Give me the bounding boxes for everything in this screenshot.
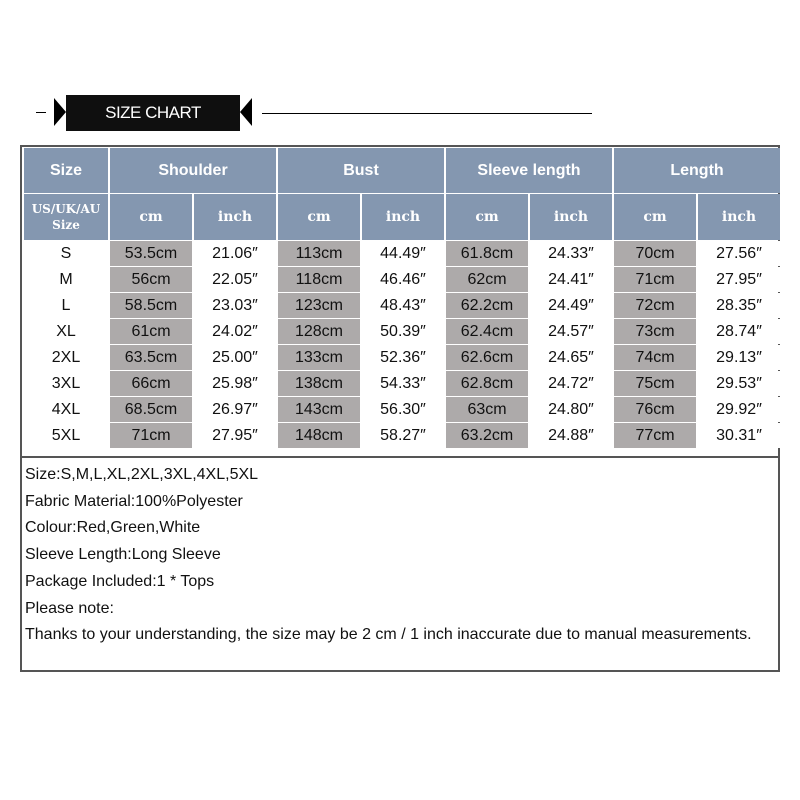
header-size: Size [24,148,108,193]
length-inch-cell: 30.31″ [698,423,780,448]
table-row [24,397,780,422]
shoulder-cm-cell: 53.5cm [110,241,192,266]
unit-inch: inch [362,194,444,240]
length-cm-cell: 77cm [614,423,696,448]
unit-inch: inch [698,194,780,240]
bust-inch-cell: 50.39″ [362,319,444,344]
length-cm-cell: 73cm [614,319,696,344]
header-shoulder: Shoulder [110,148,276,193]
shoulder-inch-cell: 26.97″ [194,397,276,422]
bust-cm-cell: 123cm [278,293,360,318]
shoulder-inch-cell: 21.06″ [194,241,276,266]
sleeve-cm-cell: 61.8cm [446,241,528,266]
size-chart-banner [66,95,240,131]
sleeve-cm-cell: 62.8cm [446,371,528,396]
unit-cm: cm [446,194,528,240]
bust-cm-cell: 113cm [278,241,360,266]
header-sleeve-length: Sleeve length [446,148,612,193]
shoulder-cm-cell: 66cm [110,371,192,396]
shoulder-inch-cell: 22.05″ [194,267,276,292]
header-rule [262,113,592,114]
table-row [24,293,780,318]
size-cell: S [24,241,108,266]
bust-cm-cell: 138cm [278,371,360,396]
size-table-body [24,241,780,448]
shoulder-cm-cell: 61cm [110,319,192,344]
length-inch-cell: 28.74″ [698,319,780,344]
bust-inch-cell: 58.27″ [362,423,444,448]
note-line: Please note: [25,599,114,617]
bust-inch-cell: 48.43″ [362,293,444,318]
region-label: US/UK/AU [31,202,101,216]
table-row [24,423,780,448]
table-row [24,345,780,370]
bust-cm-cell: 148cm [278,423,360,448]
unit-cm: cm [614,194,696,240]
sleeve-inch-cell: 24.65″ [530,345,612,370]
sleeve-inch-cell: 24.80″ [530,397,612,422]
unit-inch: inch [194,194,276,240]
bust-cm-cell: 133cm [278,345,360,370]
shoulder-cm-cell: 68.5cm [110,397,192,422]
ribbon-right-notch [240,98,252,126]
sleeve-inch-cell: 24.72″ [530,371,612,396]
shoulder-cm-cell: 56cm [110,267,192,292]
size-table-frame [20,145,780,458]
bust-inch-cell: 56.30″ [362,397,444,422]
length-cm-cell: 75cm [614,371,696,396]
sleeve-inch-cell: 24.57″ [530,319,612,344]
length-cm-cell: 71cm [614,267,696,292]
product-notes [20,458,780,672]
bust-inch-cell: 54.33″ [362,371,444,396]
ribbon-left-notch [54,98,66,126]
length-cm-cell: 70cm [614,241,696,266]
table-row [24,241,780,266]
bust-cm-cell: 118cm [278,267,360,292]
note-line: Sleeve Length:Long Sleeve [25,546,221,564]
size-chart-title: SIZE CHART [105,103,201,122]
sleeve-cm-cell: 62.6cm [446,345,528,370]
shoulder-inch-cell: 24.02″ [194,319,276,344]
length-cm-cell: 74cm [614,345,696,370]
group-header-row [24,148,780,193]
shoulder-cm-cell: 63.5cm [110,345,192,370]
bust-inch-cell: 52.36″ [362,345,444,370]
length-inch-cell: 27.95″ [698,267,780,292]
table-row [24,267,780,292]
size-cell: M [24,267,108,292]
shoulder-inch-cell: 23.03″ [194,293,276,318]
sleeve-inch-cell: 24.33″ [530,241,612,266]
length-cm-cell: 76cm [614,397,696,422]
header-region-size [24,194,108,240]
shoulder-inch-cell: 25.00″ [194,345,276,370]
header-dash [36,112,46,113]
size-label: Size [52,218,80,232]
size-cell: 2XL [24,345,108,370]
unit-header-row [24,194,780,240]
bust-inch-cell: 44.49″ [362,241,444,266]
header-length: Length [614,148,780,193]
sleeve-inch-cell: 24.49″ [530,293,612,318]
size-cell: 5XL [24,423,108,448]
length-inch-cell: 29.13″ [698,345,780,370]
size-cell: L [24,293,108,318]
bust-cm-cell: 128cm [278,319,360,344]
note-line: Colour:Red,Green,White [25,519,201,537]
note-line: Size:S,M,L,XL,2XL,3XL,4XL,5XL [25,466,259,483]
shoulder-inch-cell: 25.98″ [194,371,276,396]
sleeve-cm-cell: 63.2cm [446,423,528,448]
shoulder-inch-cell: 27.95″ [194,423,276,448]
note-line: Fabric Material:100%Polyester [25,492,243,510]
table-row [24,319,780,344]
header-bust: Bust [278,148,444,193]
size-cell: XL [24,319,108,344]
sleeve-cm-cell: 62cm [446,267,528,292]
sleeve-inch-cell: 24.88″ [530,423,612,448]
unit-inch: inch [530,194,612,240]
unit-cm: cm [110,194,192,240]
size-cell: 3XL [24,371,108,396]
length-inch-cell: 29.53″ [698,371,780,396]
size-cell: 4XL [24,397,108,422]
sleeve-inch-cell: 24.41″ [530,267,612,292]
bust-inch-cell: 46.46″ [362,267,444,292]
note-line: Package Included:1 * Tops [25,572,215,590]
length-inch-cell: 27.56″ [698,241,780,266]
unit-cm: cm [278,194,360,240]
sleeve-cm-cell: 63cm [446,397,528,422]
sleeve-cm-cell: 62.2cm [446,293,528,318]
sleeve-cm-cell: 62.4cm [446,319,528,344]
shoulder-cm-cell: 58.5cm [110,293,192,318]
bust-cm-cell: 143cm [278,397,360,422]
length-inch-cell: 29.92″ [698,397,780,422]
length-cm-cell: 72cm [614,293,696,318]
table-row [24,371,780,396]
shoulder-cm-cell: 71cm [110,423,192,448]
size-table [22,147,782,449]
length-inch-cell: 28.35″ [698,293,780,318]
note-line: Thanks to your understanding, the size may be 2 cm / 1 inch inaccurate due to manual measurements. [25,626,752,644]
